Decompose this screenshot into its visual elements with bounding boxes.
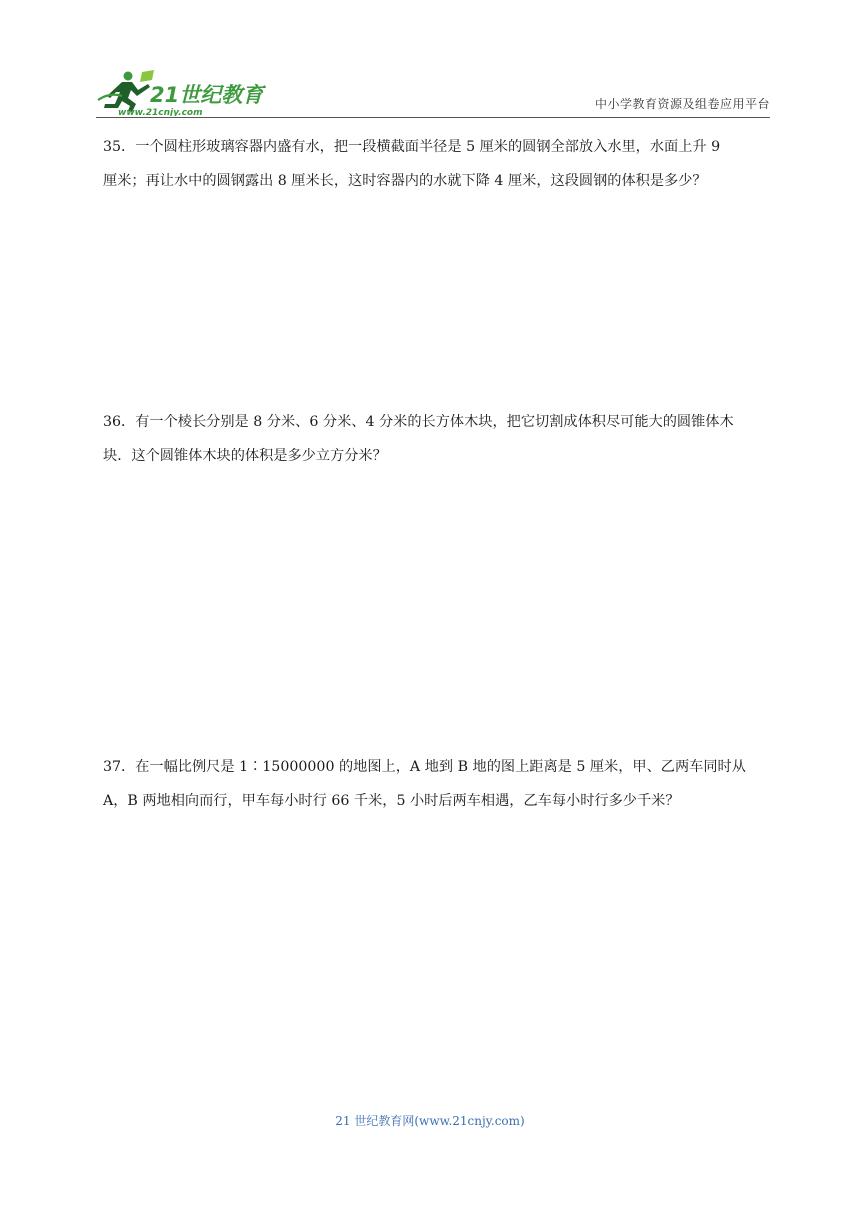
question-line: 块．这个圆锥体木块的体积是多少立方分米？	[103, 448, 387, 464]
logo-text: 21世纪教育	[150, 83, 264, 107]
question-line: 35．一个圆柱形玻璃容器内盛有水，把一段横截面半径是 5 厘米的圆钢全部放入水里，水面上升 9	[103, 139, 721, 155]
logo-url: www.21cnjy.com	[118, 108, 203, 116]
question-37	[103, 750, 763, 818]
question-35	[103, 130, 763, 198]
runner-logo-icon	[96, 70, 266, 116]
page-footer: 21 世纪教育网(www.21cnjy.com)	[335, 1114, 525, 1128]
question-line: A，B 两地相向而行，甲车每小时行 66 千米，5 小时后两车相遇，乙车每小时行多少千米？	[103, 793, 680, 809]
header-divider	[96, 117, 770, 118]
header-platform-text: 中小学教育资源及组卷应用平台	[594, 97, 770, 111]
question-line: 36．有一个棱长分别是 8 分米、6 分米、4 分米的长方体木块，把它切割成体积尽可能大的圆锥体木	[103, 414, 734, 430]
page-header	[96, 64, 770, 114]
logo	[96, 70, 266, 116]
question-line: 厘米；再让水中的圆钢露出 8 厘米长，这时容器内的水就下降 4 厘米，这段圆钢的体积是多少？	[103, 173, 707, 189]
question-line: 37．在一幅比例尺是 1∶15000000 的地图上，A 地到 B 地的图上距离是 5 厘米，甲、乙两车同时从	[103, 759, 746, 775]
question-36	[103, 405, 763, 473]
